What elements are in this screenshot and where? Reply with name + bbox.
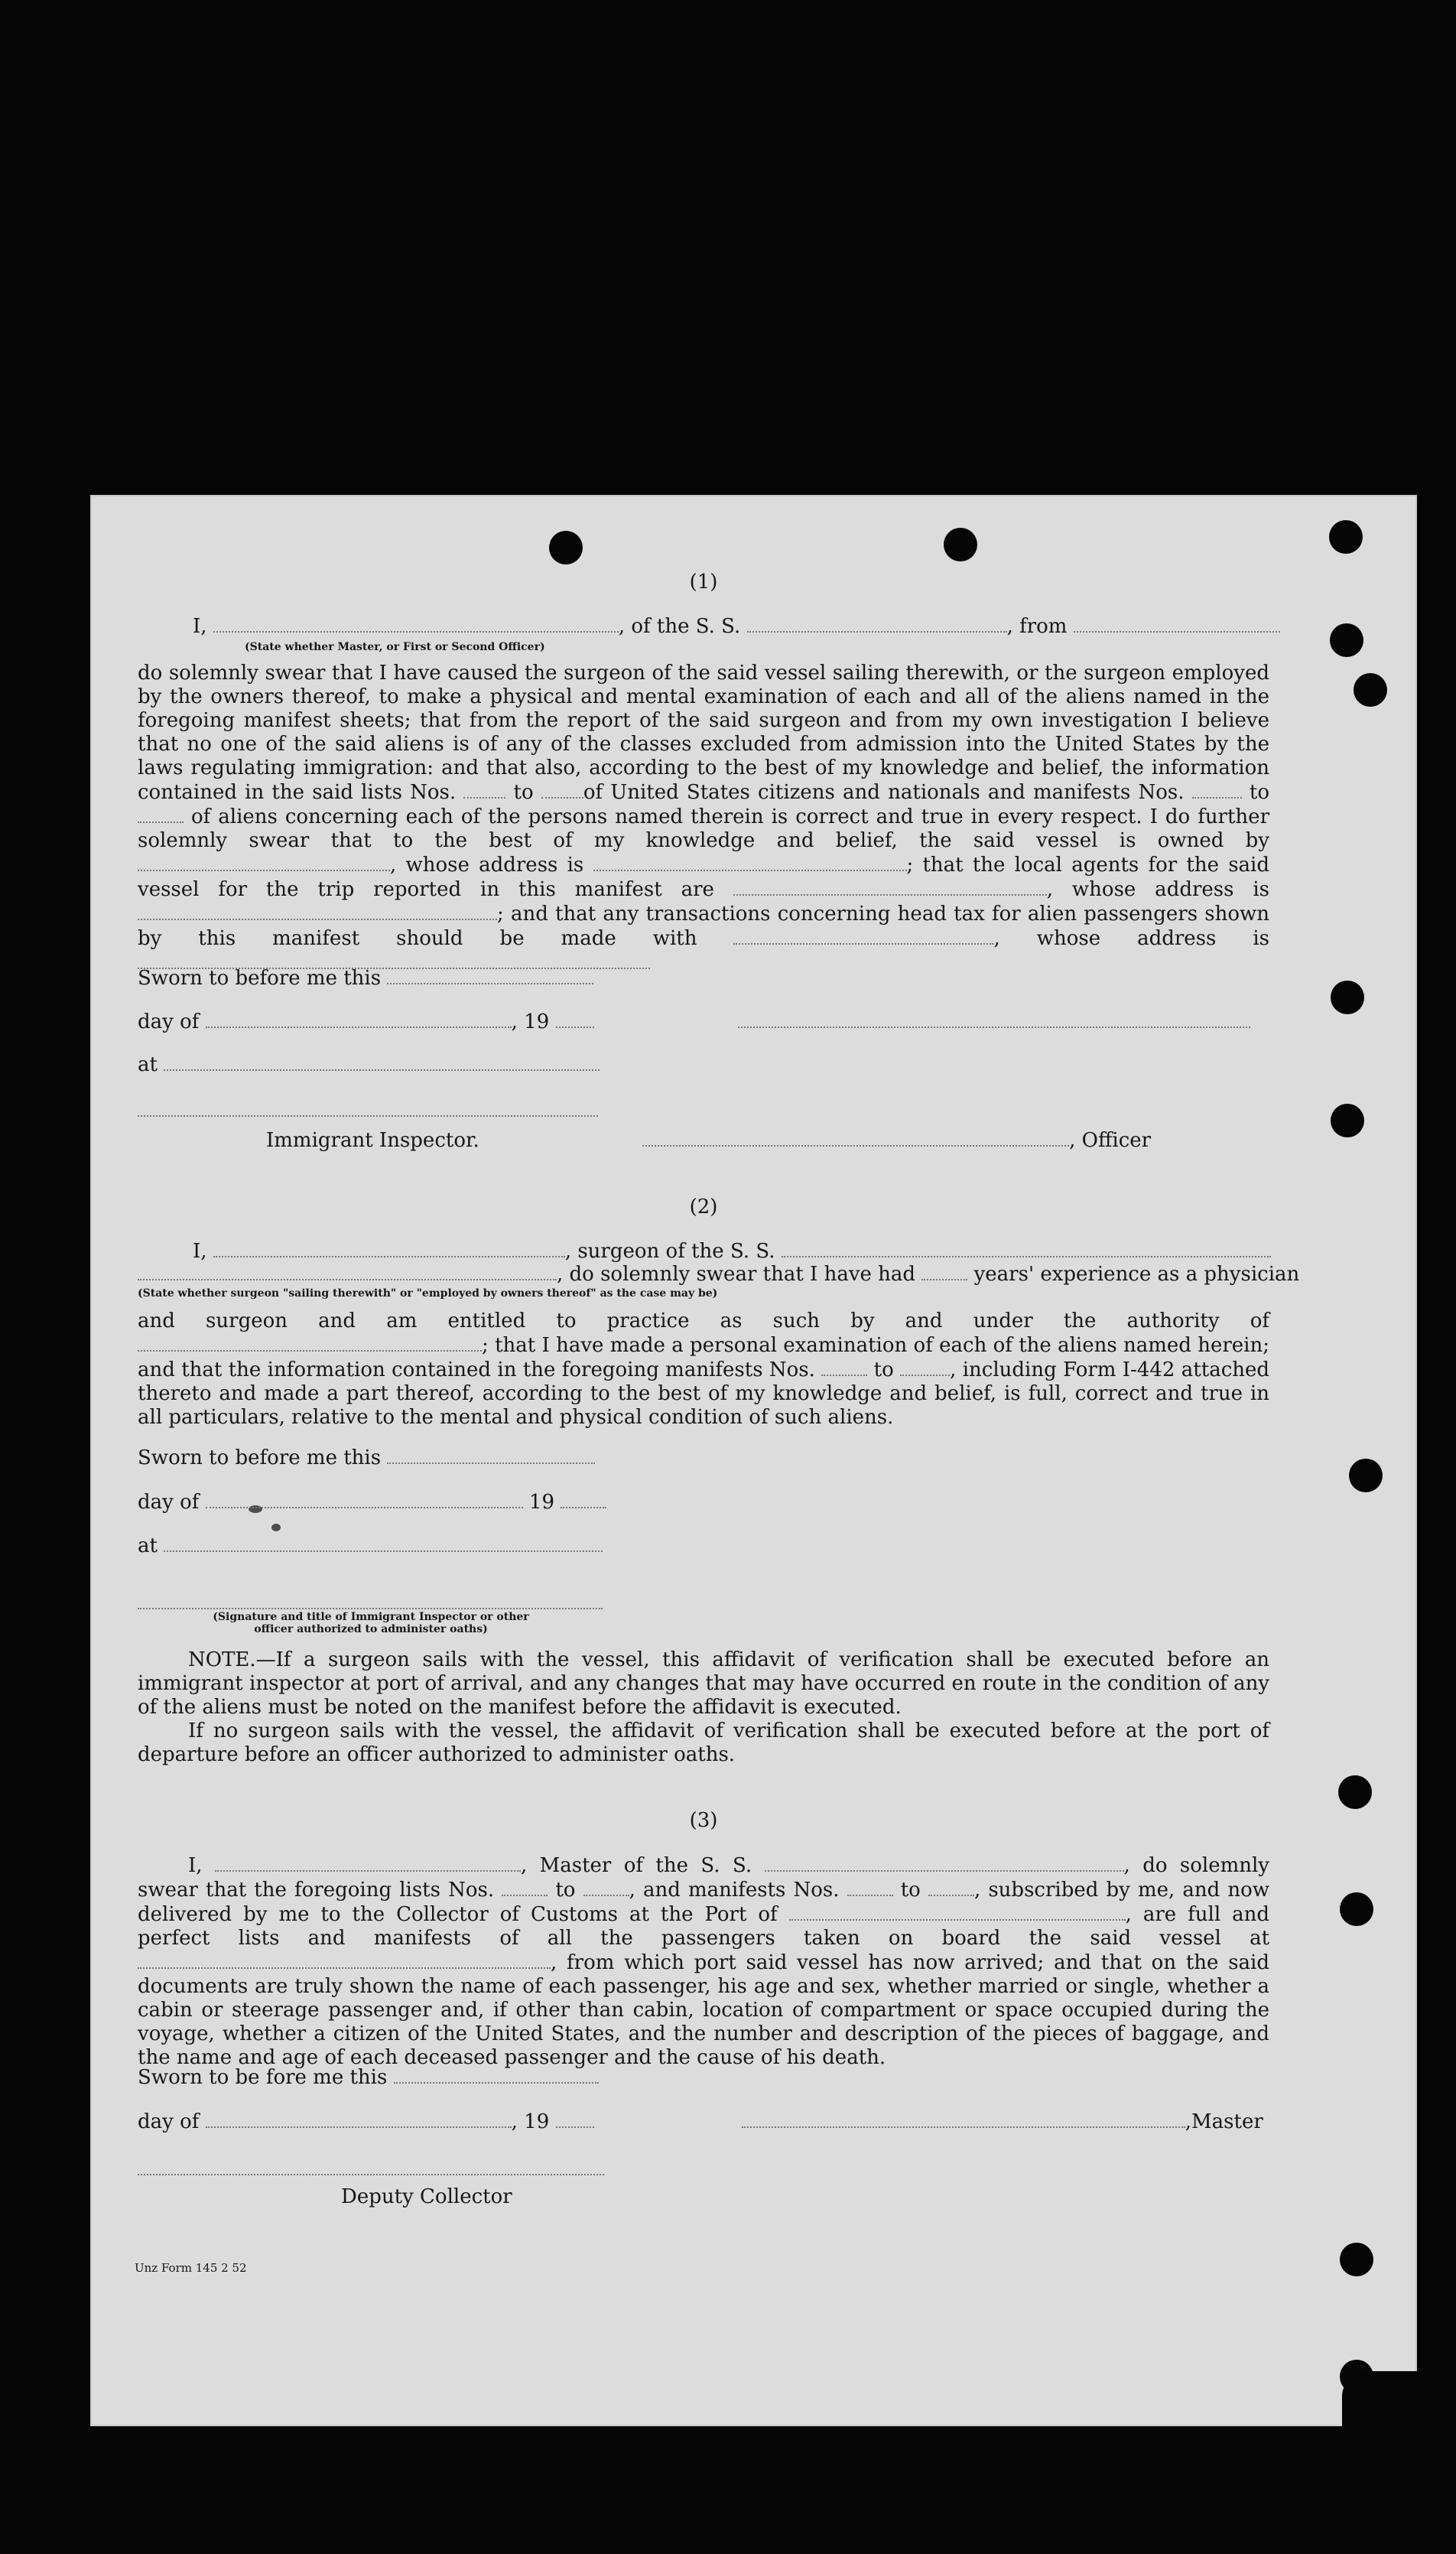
master-ship-field[interactable] [765, 1853, 1124, 1872]
punch-hole [549, 531, 583, 564]
section-1-day: day of , 19 [138, 1010, 1269, 1034]
master-signature-line[interactable] [742, 2110, 1185, 2128]
vessel-owner-field[interactable] [138, 853, 390, 871]
punch-hole [1340, 1892, 1373, 1926]
year-field-2[interactable] [561, 1490, 606, 1508]
punch-hole [1354, 673, 1387, 707]
local-agents-field[interactable] [733, 877, 1047, 896]
section-1-first-line: I, , of the S. S. , from [138, 614, 1269, 639]
deputy-collector-label: Deputy Collector [341, 2185, 512, 2208]
rank-subnote: (State whether Master, or First or Second Officer) [245, 641, 545, 653]
signature-note: (Signature and title of Immigrant Inspector or other officer authorized to administer oaths) [213, 1611, 529, 1635]
section-2-paragraph: and surgeon and am entitled to practice as such by and under the authority of ; that I have made a personal examination of each of the aliens named herein; and that the information contained in the foregoing manifests Nos. to , including Form I-442 attached thereto and made a part thereof, according to the best of my knowledge and belief, is full, correct and true in all particulars, relative to the mental and physical condition of such aliens. [138, 1310, 1270, 1429]
port-field[interactable] [789, 1902, 1126, 1921]
day-field-1[interactable] [206, 1010, 512, 1028]
form-number: Unz Form 145 2 52 [135, 2261, 247, 2275]
sworn-date-field-3[interactable] [394, 2065, 599, 2084]
owner-address-field[interactable] [593, 853, 907, 871]
ship-name-field[interactable] [747, 614, 1007, 633]
punch-hole [1349, 1459, 1383, 1492]
section-2-sworn: Sworn to before me this [138, 1446, 1269, 1470]
section-2-first-line: I, , surgeon of the S. S. [138, 1239, 1269, 1264]
authority-field[interactable] [138, 1333, 482, 1352]
day-field-2[interactable] [206, 1490, 523, 1508]
lists-to-field[interactable] [583, 1878, 629, 1896]
punch-hole [1330, 623, 1363, 657]
manifests-from-field-3[interactable] [847, 1878, 893, 1896]
master-name-field[interactable] [215, 1853, 521, 1872]
section-2-signature-field[interactable] [138, 1591, 603, 1609]
day-field-3[interactable] [206, 2110, 512, 2128]
section-2-number: (2) [689, 1196, 718, 1218]
collector-signature-line [138, 2157, 1269, 2181]
section-3-number: (3) [689, 1809, 718, 1832]
section-1-sworn: Sworn to before me this [138, 966, 1269, 991]
inspector-signature-line [138, 1098, 1269, 1123]
punch-hole [1329, 520, 1363, 554]
officer-signature-line-2[interactable] [642, 1128, 1069, 1147]
inspector-signature-field[interactable] [138, 1098, 598, 1117]
ink-spots [271, 1524, 281, 1531]
manifest-no-to-field[interactable] [138, 805, 184, 823]
head-tax-contact-field[interactable] [733, 926, 993, 945]
list-no-to-field[interactable] [541, 780, 583, 799]
year-field-1[interactable] [556, 1010, 594, 1028]
section-1-at: at [138, 1053, 1269, 1077]
section-1-signatures [138, 1128, 1269, 1153]
manifest-no-from-field[interactable] [1192, 780, 1242, 799]
surgeon-status-field[interactable] [138, 1262, 557, 1280]
section-3-sworn: Sworn to be fore me this [138, 2065, 1269, 2090]
deputy-collector-signature-field[interactable] [138, 2157, 604, 2175]
agents-address-field[interactable] [138, 902, 497, 920]
note-paragraph-2: If no surgeon sails with the vessel, the affidavit of verification shall be executed before at the port of departure before an officer authorized to administer oaths. [138, 1719, 1269, 1766]
note-paragraph: NOTE.—If a surgeon sails with the vessel, this affidavit of verification shall be executed before an immigrant inspector at port of arrival, and any changes that may have occurred en route in the condition of any of the aliens must be noted on the manifest before the affidavit is executed. [138, 1648, 1269, 1719]
lists-from-field[interactable] [502, 1878, 548, 1896]
surgeon-ship-field[interactable] [782, 1239, 1271, 1257]
section-2-at: at [138, 1534, 1269, 1558]
officer-label: , Officer [1069, 1129, 1152, 1152]
sworn-date-field-2[interactable] [387, 1446, 595, 1464]
section-2-day: day of 19 [138, 1490, 1269, 1515]
section-3-day: day of , 19 ,Master [138, 2110, 1263, 2133]
manifests-to-field-3[interactable] [928, 1878, 974, 1896]
punch-hole [1331, 981, 1364, 1014]
punch-hole [1331, 1104, 1364, 1137]
punch-hole [944, 528, 977, 561]
sworn-date-field-1[interactable] [387, 966, 593, 984]
punch-hole [1340, 2243, 1373, 2276]
section-1-number: (1) [689, 571, 718, 594]
section-3-paragraph: I, , Master of the S. S. , do solemnly swear that the foregoing lists Nos. to , and manifests Nos. to , subscribed by me, and now delivered by me to the Collector of Customs at the Port of , are full and perfect lists and manifests of all the passengers taken on board the said vessel at , from which port said vessel has now arrived; and that on the said documents are truly shown the name of each passenger, his age and sex, whether married or single, whether a cabin or steerage passenger and, if other than cabin, location of compartment or space occupied during the voyage, whether a citizen of the United States, and the number and description of the pieces of baggage, and the name and age of each deceased passenger and the cause of his death. [138, 1854, 1270, 2069]
section-2-second-line: , do solemnly swear that I have had years' experience as a physician [138, 1262, 1269, 1287]
years-experience-field[interactable] [921, 1262, 967, 1280]
surgeon-subnote: (State whether surgeon "sailing therewith" or "employed by owners thereof" as the case may be) [138, 1287, 718, 1300]
punch-hole [1338, 1775, 1372, 1809]
year-field-3[interactable] [556, 2110, 594, 2128]
place-field-2[interactable] [164, 1534, 603, 1552]
place-field-1[interactable] [164, 1053, 600, 1071]
list-no-from-field[interactable] [463, 780, 505, 799]
manifest-from-field-2[interactable] [821, 1358, 867, 1376]
section-1-paragraph: do solemnly swear that I have caused the surgeon of the said vessel sailing therewith, or the surgeon employed by the owners thereof, to make a physical and mental examination of each and all of the aliens named in the foregoing manifest sheets; that from the report of the said surgeon and from my own investigation I believe that no one of the said aliens is of any of the classes excluded from admission into the United States by the laws regulating immigration: and that also, according to the best of my knowledge and belief, the information contained in the said lists Nos. to of United States citizens and nationals and manifests Nos. to of aliens concerning each of the persons named therein is correct and true in every respect. I do further solemnly swear that to the best of my knowledge and belief, the said vessel is owned by , whose address is ; that the local agents for the said vessel for the trip reported in this manifest are , whose address is ; and that any transactions concerning head tax for alien passengers shown by this manifest should be made with , whose address is [138, 662, 1269, 975]
immigrant-inspector-label: Immigrant Inspector. [266, 1129, 479, 1152]
departure-port-field[interactable] [1074, 614, 1280, 633]
officer-signature-line-1[interactable] [738, 1010, 1250, 1028]
surgeon-name-field[interactable] [213, 1239, 565, 1257]
boarding-port-field[interactable] [138, 1950, 551, 1969]
manifest-to-field-2[interactable] [900, 1358, 950, 1376]
master-label: ,Master [1185, 2110, 1263, 2133]
torn-edge [1342, 2371, 1419, 2432]
officer-rank-field[interactable] [213, 614, 619, 633]
